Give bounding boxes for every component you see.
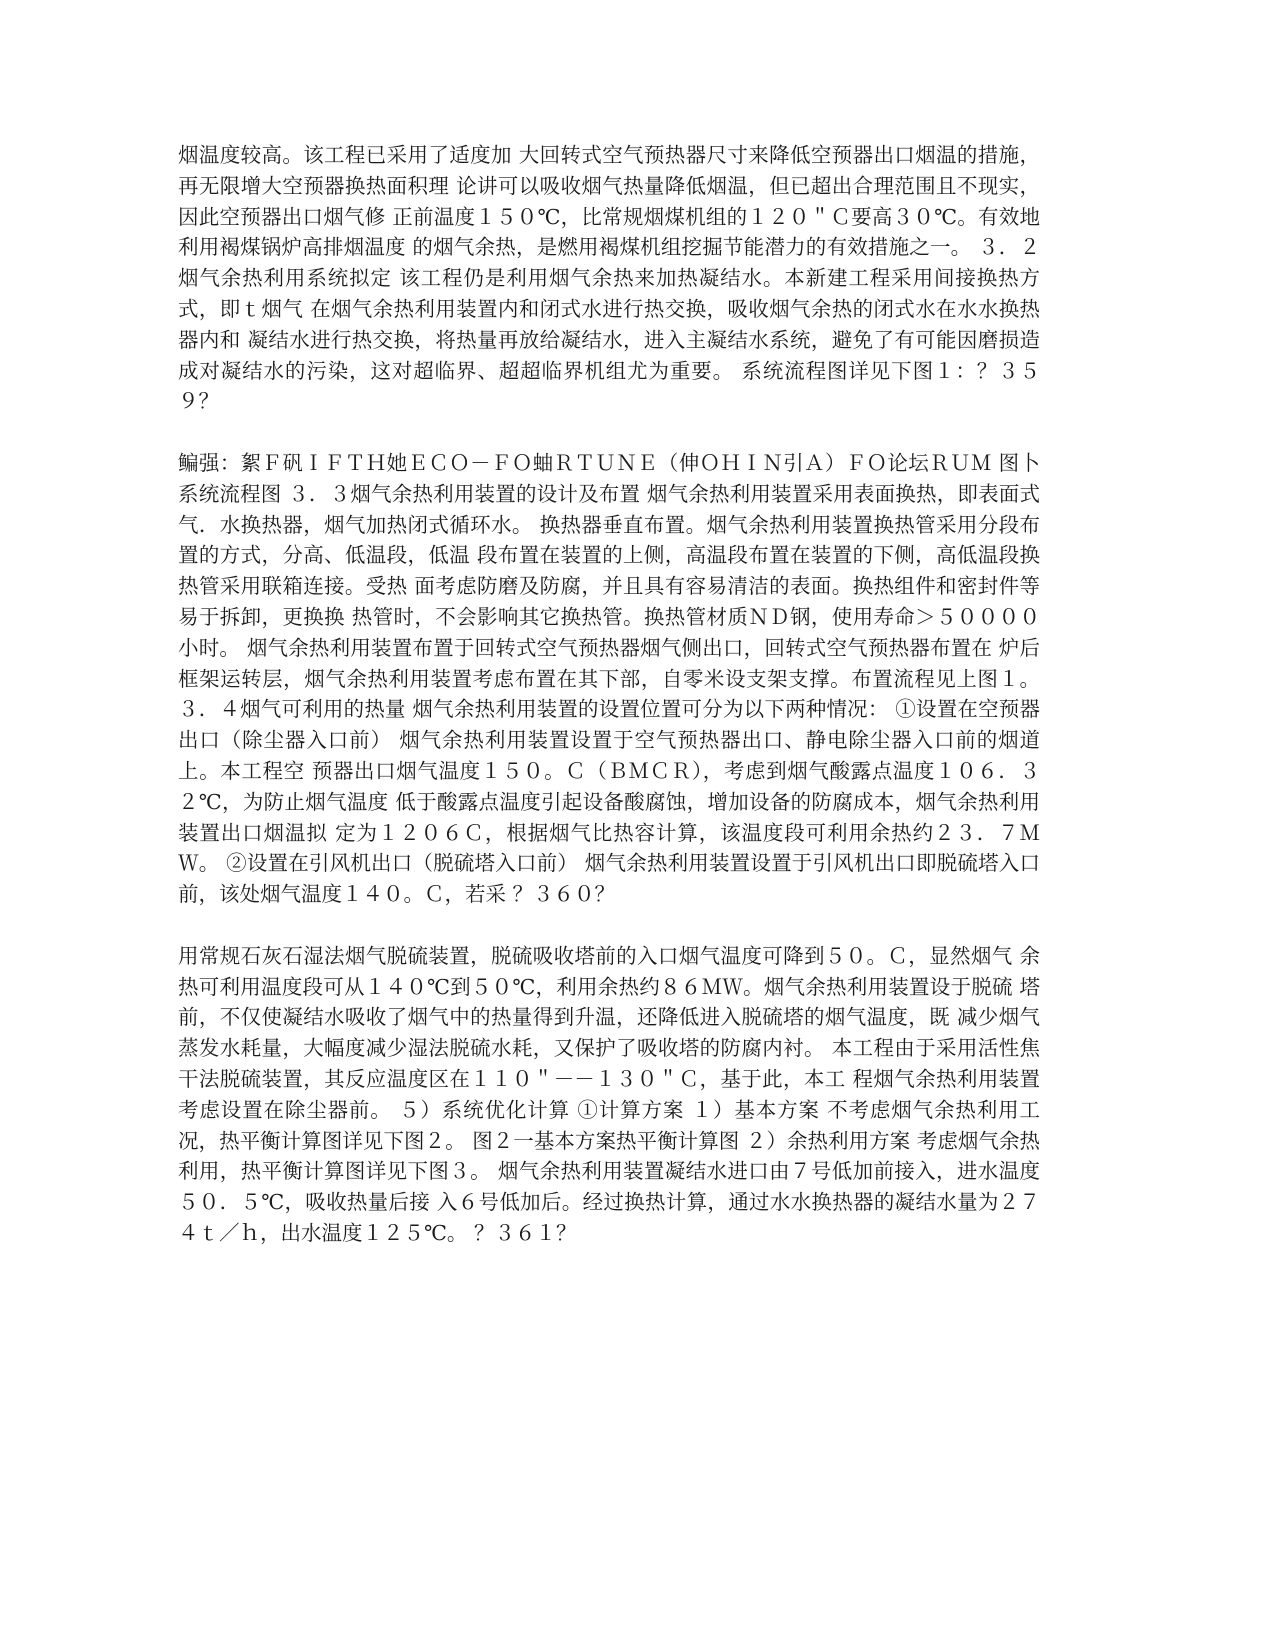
paragraph-1: 烟温度较高。该工程已采用了适度加 大回转式空气预热器尺寸来降低空预器出口烟温的措施，再无限增大空预器换热面积理 论讲可以吸收烟气热量降低烟温，但已超出合理范围且不现实，因此空预器出口烟气修 正前温度１５０℃，比常规烟煤机组的１２０＂Ｃ要高３０℃。有效地利用褐煤锅炉高排烟温度 的烟气余热，是燃用褐煤机组挖掘节能潜力的有效措施之一。 ３．２烟气余热利用系统拟定 该工程仍是利用烟气余热来加热凝结水。本新建工程采用间接换热方式，即ｔ烟气 在烟气余热利用装置内和闭式水进行热交换，吸收烟气余热的闭式水在水水换热器内和 凝结水进行热交换，将热量再放给凝结水，进入主凝结水系统，避免了有可能因磨损造 成对凝结水的污染，这对超临界、超超临界机组尤为重要。 系统流程图详见下图１：？３５９？ <box>178 143 1040 414</box>
paragraph-3: 用常规石灰石湿法烟气脱硫装置，脱硫吸收塔前的入口烟气温度可降到５０。Ｃ，显然烟气 余热可利用温度段可从１４０℃到５０℃，利用余热约８６ＭＷ。烟气余热利用装置设于脱硫 塔前，不仅使凝结水吸收了烟气中的热量得到升温，还降低进入脱硫塔的烟气温度，既 减少烟气蒸发水耗量，大幅度减少湿法脱硫水耗，又保护了吸收塔的防腐内衬。 本工程由于采用活性焦干法脱硫装置，其反应温度区在１１０＂－－１３０＂Ｃ，基于此，本工 程烟气余热利用装置考虑设置在除尘器前。 ５）系统优化计算 ①计算方案 １）基本方案 不考虑烟气余热利用工况，热平衡计算图详见下图２。 图２一基本方案热平衡计算图 ２）余热利用方案 考虑烟气余热利用，热平衡计算图详见下图３。 烟气余热利用装置凝结水进口由７号低加前接入，进水温度５０．５℃，吸收热量后接 入６号低加后。经过换热计算，通过水水换热器的凝结水量为２７４ｔ／ｈ，出水温度１２５℃。 ？３６１？ <box>178 943 1040 1245</box>
paragraph-2: 鳊强：絮Ｆ矾ＩＦＴＨ她ＥＣＯ－ＦＯ蚰ＲＴＵＮＥ（伸ＯＨＩＮ引Ａ）ＦＯ论坛ＲＵＭ 图卜系统流程图 ３．３烟气余热利用装置的设计及布置 烟气余热利用装置采用表面换热，即表面式气．水换热器，烟气加热闭式循环水。 换热器垂直布置。烟气余热利用装置换热管采用分段布置的方式，分高、低温段，低温 段布置在装置的上侧，高温段布置在装置的下侧，高低温段换热管采用联箱连接。受热 面考虑防磨及防腐，并且具有容易清洁的表面。换热组件和密封件等易于拆卸，更换换 热管时，不会影响其它换热管。换热管材质ＮＤ钢，使用寿命＞５００００小时。 烟气余热利用装置布置于回转式空气预热器烟气侧出口，回转式空气预热器布置在 炉后框架运转层，烟气余热利用装置考虑布置在其下部，自零米设支架支撑。布置流程见上图１。 ３．４烟气可利用的热量 烟气余热利用装置的设置位置可分为以下两种情况： ①设置在空预器出口（除尘器入口前） 烟气余热利用装置设置于空气预热器出口、静电除尘器入口前的烟道上。本工程空 预器出口烟气温度１５０。Ｃ（ＢＭＣＲ），考虑到烟气酸露点温度１０６．３２℃，为防止烟气温度 低于酸露点温度引起设备酸腐蚀，增加设备的防腐成本，烟气余热利用装置出口烟温拟 定为１２０６Ｃ，根据烟气比热容计算，该温度段可利用余热约２３．７ＭＷ。 ②设置在引风机出口（脱硫塔入口前） 烟气余热利用装置设置于引风机出口即脱硫塔入口前，该处烟气温度１４０。Ｃ，若采 ？３６０？ <box>178 450 1040 907</box>
document-page <box>178 140 1040 1249</box>
